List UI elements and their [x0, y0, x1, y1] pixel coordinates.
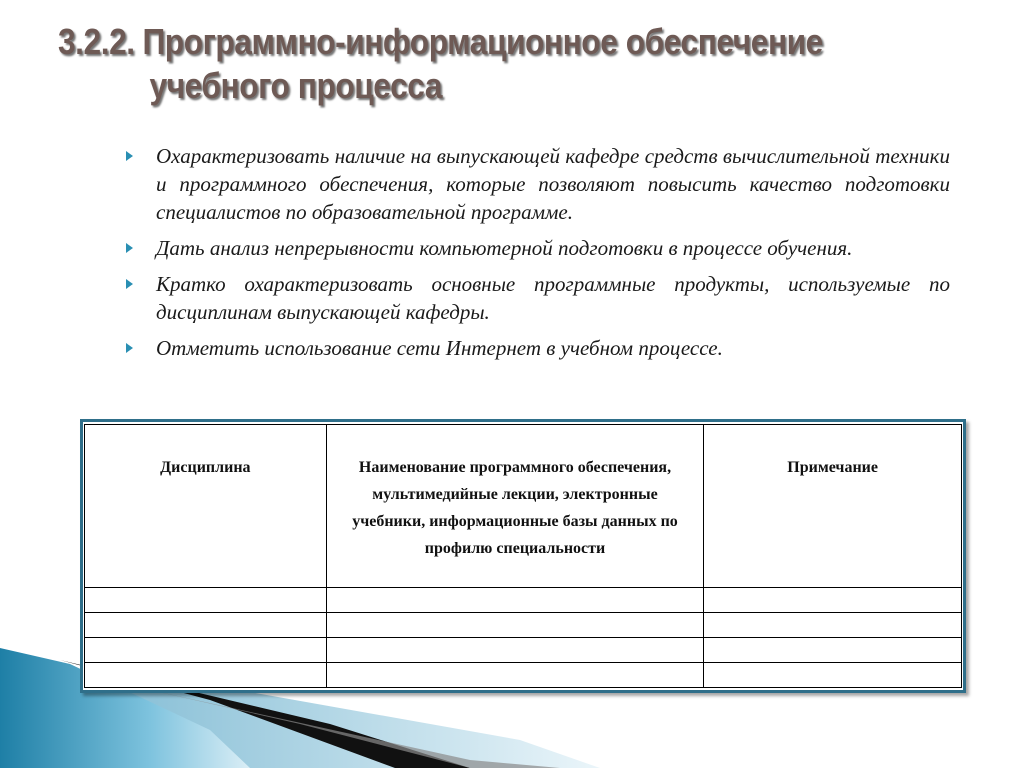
- table-row: [85, 663, 962, 688]
- table-header-row: [85, 425, 962, 588]
- bullet-list: [126, 142, 950, 370]
- table-cell[interactable]: [85, 588, 327, 613]
- software-table: [84, 424, 962, 688]
- table-frame: [80, 419, 966, 693]
- section-number: 3.2.2.: [58, 21, 135, 62]
- table-cell[interactable]: [326, 588, 704, 613]
- bullet-text: Отметить использование сети Интернет в учебном процессе.: [156, 336, 723, 360]
- title-line-1: Программно-информационное обеспечение: [142, 21, 823, 62]
- title-line-2: учебного процесса: [149, 65, 442, 106]
- table-cell[interactable]: [704, 613, 962, 638]
- bullet-text: Дать анализ непрерывности компьютерной подготовки в процессе обучения.: [156, 236, 853, 260]
- table-cell[interactable]: [326, 663, 704, 688]
- table-cell[interactable]: [85, 638, 327, 663]
- table-cell[interactable]: [326, 613, 704, 638]
- header-discipline: Дисциплина: [85, 425, 327, 588]
- table-cell[interactable]: [704, 663, 962, 688]
- table-cell[interactable]: [704, 638, 962, 663]
- table-row: [85, 613, 962, 638]
- header-software: Наименование программного обеспечения, мультимедийные лекции, электронные учебники, информационные базы данных по профилю специальности: [326, 425, 704, 588]
- table-cell[interactable]: [85, 613, 327, 638]
- table-cell[interactable]: [85, 663, 327, 688]
- table-row: [85, 588, 962, 613]
- bullet-text: Охарактеризовать наличие на выпускающей кафедре средств вычислительной техники и программного обеспечения, которые позволяют повысить качество подготовки специалистов по образовательной программе.: [156, 144, 950, 224]
- swoosh-gray: [150, 690, 560, 768]
- table-cell[interactable]: [326, 638, 704, 663]
- bullet-item: [126, 270, 950, 326]
- triangle-bullet-icon: [126, 343, 133, 353]
- slide-title: [58, 20, 885, 108]
- bullet-text: Кратко охарактеризовать основные программные продукты, используемые по дисциплинам выпускающей кафедры.: [156, 272, 950, 324]
- table-cell[interactable]: [704, 588, 962, 613]
- bullet-item: [126, 142, 950, 226]
- triangle-bullet-icon: [126, 243, 133, 253]
- table-row: [85, 638, 962, 663]
- triangle-bullet-icon: [126, 151, 133, 161]
- bullet-item: [126, 234, 950, 262]
- header-note: Примечание: [704, 425, 962, 588]
- triangle-bullet-icon: [126, 279, 133, 289]
- bullet-item: [126, 334, 950, 362]
